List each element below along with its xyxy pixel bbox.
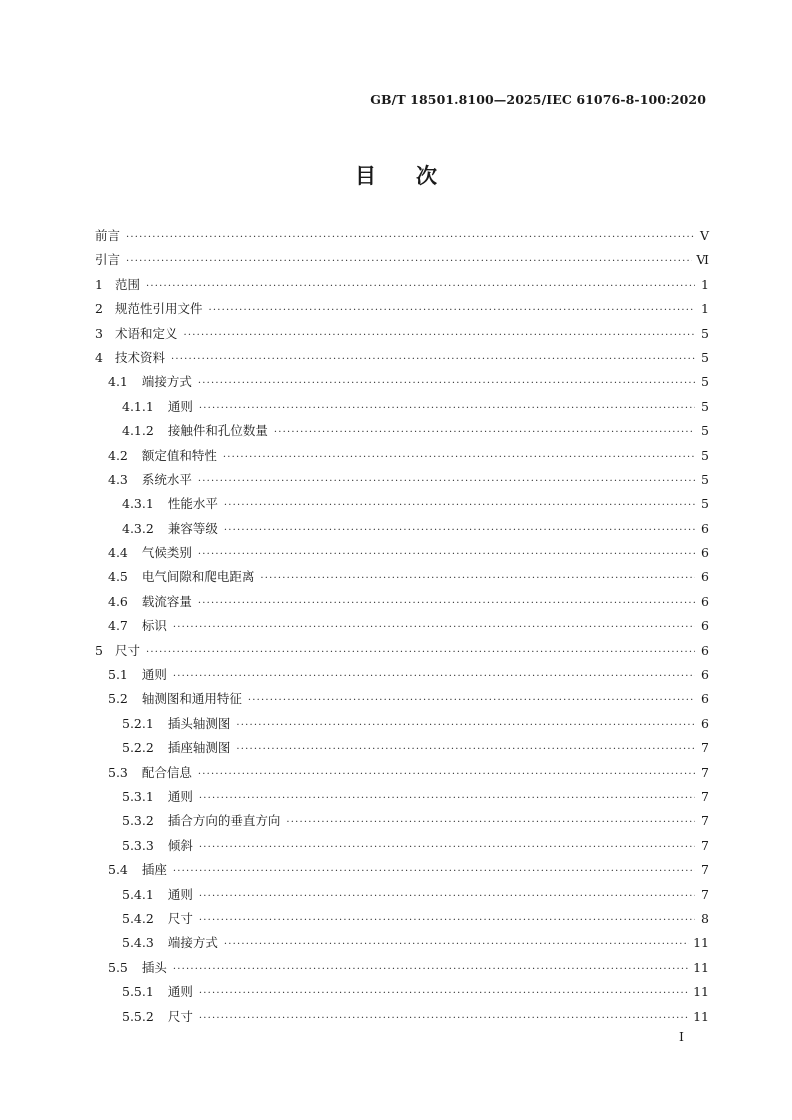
toc-entry[interactable] bbox=[95, 665, 709, 689]
toc-entry-number: 4 bbox=[95, 349, 103, 365]
toc-entry[interactable] bbox=[95, 836, 709, 860]
toc-entry-page: 6 bbox=[701, 545, 709, 561]
toc-entry-title: 插头轴测图 bbox=[167, 715, 231, 731]
toc-entry-title: 电气间隙和爬电距离 bbox=[141, 569, 255, 585]
toc-entry-number: 5.3.2 bbox=[122, 813, 154, 829]
toc-entry-title: 兼容等级 bbox=[167, 520, 218, 536]
toc-entry[interactable] bbox=[95, 543, 709, 567]
table-of-contents bbox=[95, 226, 709, 1031]
toc-leader-dots bbox=[198, 770, 695, 780]
toc-entry-page: 6 bbox=[701, 715, 709, 731]
page-number: Ⅰ bbox=[679, 1029, 684, 1044]
toc-entry-number: 5.5.1 bbox=[122, 984, 154, 1000]
toc-leader-dots bbox=[286, 818, 695, 828]
toc-entry-page: 5 bbox=[701, 349, 709, 365]
toc-leader-dots bbox=[173, 672, 695, 682]
toc-entry[interactable] bbox=[95, 397, 709, 421]
toc-entry-page: 11 bbox=[693, 935, 709, 951]
toc-entry-title: 通则 bbox=[167, 398, 193, 414]
toc-entry-title: 载流容量 bbox=[141, 593, 192, 609]
toc-leader-dots bbox=[198, 379, 695, 389]
page-title bbox=[0, 160, 792, 190]
toc-entry-number: 5.1 bbox=[108, 667, 128, 683]
toc-leader-dots bbox=[199, 404, 695, 414]
toc-leader-dots bbox=[199, 892, 695, 902]
toc-entry-number: 4.1.2 bbox=[122, 423, 154, 439]
toc-leader-dots bbox=[199, 989, 689, 999]
toc-entry-page: 7 bbox=[701, 740, 709, 756]
toc-leader-dots bbox=[146, 648, 695, 658]
toc-leader-dots bbox=[171, 355, 695, 365]
toc-entry-page: 7 bbox=[701, 862, 709, 878]
toc-entry[interactable] bbox=[95, 641, 709, 665]
toc-entry-number: 4.1.1 bbox=[122, 398, 154, 414]
toc-entry-page: 5 bbox=[701, 423, 709, 439]
toc-leader-dots bbox=[126, 257, 692, 267]
toc-entry[interactable] bbox=[95, 592, 709, 616]
toc-entry[interactable] bbox=[95, 909, 709, 933]
toc-entry-title: 端接方式 bbox=[167, 935, 218, 951]
toc-entry-number: 4.3.1 bbox=[122, 496, 154, 512]
toc-entry-page: 5 bbox=[701, 398, 709, 414]
toc-entry-number: 5.3 bbox=[108, 764, 128, 780]
toc-entry-title: 技术资料 bbox=[114, 349, 165, 365]
toc-leader-dots bbox=[183, 331, 695, 341]
toc-entry-page: 6 bbox=[701, 667, 709, 683]
toc-entry-page: 7 bbox=[701, 764, 709, 780]
toc-entry-number: 4.1 bbox=[108, 374, 128, 390]
toc-entry-title: 系统水平 bbox=[141, 471, 192, 487]
toc-entry-title: 尺寸 bbox=[167, 910, 193, 926]
toc-entry[interactable] bbox=[95, 348, 709, 372]
toc-entry-page: 11 bbox=[693, 984, 709, 1000]
toc-entry[interactable] bbox=[95, 860, 709, 884]
toc-leader-dots bbox=[199, 794, 695, 804]
toc-entry[interactable] bbox=[95, 372, 709, 396]
toc-entry-title: 倾斜 bbox=[167, 837, 193, 853]
toc-entry-page: 7 bbox=[701, 813, 709, 829]
toc-entry-title: 通则 bbox=[141, 667, 167, 683]
toc-leader-dots bbox=[208, 306, 695, 316]
toc-entry[interactable] bbox=[95, 226, 709, 250]
toc-entry[interactable] bbox=[95, 787, 709, 811]
toc-entry-title: 接触件和孔位数量 bbox=[167, 423, 268, 439]
toc-entry-title: 规范性引用文件 bbox=[114, 301, 203, 317]
toc-entry-page: 1 bbox=[701, 276, 709, 292]
toc-leader-dots bbox=[173, 623, 695, 633]
toc-entry[interactable] bbox=[95, 933, 709, 957]
toc-entry-title: 通则 bbox=[167, 886, 193, 902]
toc-entry[interactable] bbox=[95, 616, 709, 640]
toc-entry-title: 插合方向的垂直方向 bbox=[167, 813, 281, 829]
toc-leader-dots bbox=[198, 550, 695, 560]
toc-entry-page: 7 bbox=[701, 788, 709, 804]
toc-entry-number: 2 bbox=[95, 301, 103, 317]
toc-entry-title: 通则 bbox=[167, 984, 193, 1000]
toc-entry-number: 4.4 bbox=[108, 545, 128, 561]
toc-leader-dots bbox=[248, 696, 695, 706]
toc-entry-title: 轴测图和通用特征 bbox=[141, 691, 242, 707]
toc-entry[interactable] bbox=[95, 885, 709, 909]
toc-leader-dots bbox=[199, 843, 695, 853]
toc-entry-title: 尺寸 bbox=[114, 642, 140, 658]
toc-entry-title: 引言 bbox=[95, 252, 121, 268]
toc-entry[interactable] bbox=[95, 738, 709, 762]
toc-entry[interactable] bbox=[95, 494, 709, 518]
toc-entry-title: 端接方式 bbox=[141, 374, 192, 390]
toc-entry[interactable] bbox=[95, 519, 709, 543]
toc-entry-page: 6 bbox=[701, 569, 709, 585]
toc-leader-dots bbox=[173, 965, 689, 975]
toc-entry-number: 5.5 bbox=[108, 959, 128, 975]
toc-leader-dots bbox=[223, 453, 695, 463]
toc-entry-page: 5 bbox=[701, 471, 709, 487]
toc-leader-dots bbox=[199, 916, 695, 926]
toc-leader-dots bbox=[199, 1014, 689, 1024]
toc-entry[interactable] bbox=[95, 446, 709, 470]
toc-entry-page: 6 bbox=[701, 642, 709, 658]
title-right: 次 bbox=[416, 163, 437, 188]
toc-entry[interactable] bbox=[95, 714, 709, 738]
toc-entry[interactable] bbox=[95, 299, 709, 323]
toc-entry-number: 5.4 bbox=[108, 862, 128, 878]
toc-entry-page: 7 bbox=[701, 837, 709, 853]
toc-leader-dots bbox=[126, 233, 695, 243]
toc-entry-title: 标识 bbox=[141, 618, 167, 634]
standard-header: GB/T 18501.8100—2025/IEC 61076-8-100:2020 bbox=[370, 92, 706, 107]
toc-entry-page: 8 bbox=[701, 910, 709, 926]
toc-entry-page: 1 bbox=[701, 301, 709, 317]
toc-entry-page: Ⅵ bbox=[696, 252, 709, 268]
toc-leader-dots bbox=[146, 282, 695, 292]
toc-leader-dots bbox=[198, 477, 695, 487]
toc-entry-title: 配合信息 bbox=[141, 764, 192, 780]
toc-entry-page: 6 bbox=[701, 593, 709, 609]
toc-entry[interactable] bbox=[95, 470, 709, 494]
toc-entry-number: 4.3 bbox=[108, 471, 128, 487]
toc-leader-dots bbox=[224, 526, 695, 536]
toc-entry-number: 4.6 bbox=[108, 593, 128, 609]
toc-entry-title: 插座轴测图 bbox=[167, 740, 231, 756]
toc-entry-page: 6 bbox=[701, 618, 709, 634]
toc-entry-number: 5.4.3 bbox=[122, 935, 154, 951]
toc-entry-number: 5.5.2 bbox=[122, 1008, 154, 1024]
toc-leader-dots bbox=[236, 745, 695, 755]
toc-entry-number: 5.2.1 bbox=[122, 715, 154, 731]
toc-entry-title: 尺寸 bbox=[167, 1008, 193, 1024]
toc-entry-page: Ⅴ bbox=[699, 228, 709, 243]
toc-entry-page: 5 bbox=[701, 374, 709, 390]
toc-entry-page: 5 bbox=[701, 496, 709, 512]
toc-leader-dots bbox=[274, 428, 695, 438]
toc-entry-number: 4.7 bbox=[108, 618, 128, 634]
toc-entry-title: 性能水平 bbox=[167, 496, 218, 512]
toc-entry-number: 5.4.1 bbox=[122, 886, 154, 902]
toc-entry[interactable] bbox=[95, 763, 709, 787]
toc-entry-number: 4.3.2 bbox=[122, 520, 154, 536]
toc-entry-page: 6 bbox=[701, 691, 709, 707]
toc-entry[interactable] bbox=[95, 1007, 709, 1031]
toc-entry-number: 1 bbox=[95, 276, 103, 292]
toc-entry-number: 4.2 bbox=[108, 447, 128, 463]
toc-leader-dots bbox=[173, 867, 695, 877]
toc-entry-number: 5.3.1 bbox=[122, 788, 154, 804]
toc-leader-dots bbox=[236, 721, 695, 731]
toc-entry-number: 4.5 bbox=[108, 569, 128, 585]
toc-entry-title: 前言 bbox=[95, 228, 121, 243]
toc-entry-page: 6 bbox=[701, 520, 709, 536]
toc-entry-title: 插座 bbox=[141, 862, 167, 878]
toc-entry[interactable] bbox=[95, 324, 709, 348]
toc-entry-page: 7 bbox=[701, 886, 709, 902]
toc-leader-dots bbox=[224, 501, 695, 511]
toc-leader-dots bbox=[198, 599, 695, 609]
toc-entry-page: 11 bbox=[693, 959, 709, 975]
toc-entry-page: 5 bbox=[701, 325, 709, 341]
toc-entry-title: 通则 bbox=[167, 788, 193, 804]
toc-entry[interactable] bbox=[95, 958, 709, 982]
toc-entry-page: 11 bbox=[693, 1008, 709, 1024]
toc-entry[interactable] bbox=[95, 250, 709, 274]
toc-entry-title: 术语和定义 bbox=[114, 325, 178, 341]
toc-entry-number: 5 bbox=[95, 642, 103, 658]
toc-entry[interactable] bbox=[95, 421, 709, 445]
toc-entry-title: 气候类别 bbox=[141, 545, 192, 561]
toc-entry-number: 5.3.3 bbox=[122, 837, 154, 853]
toc-entry-page: 5 bbox=[701, 447, 709, 463]
toc-entry-number: 5.2.2 bbox=[122, 740, 154, 756]
toc-leader-dots bbox=[224, 940, 689, 950]
toc-entry-number: 3 bbox=[95, 325, 103, 341]
title-left: 目 bbox=[355, 163, 376, 188]
toc-entry-title: 插头 bbox=[141, 959, 167, 975]
toc-entry[interactable] bbox=[95, 275, 709, 299]
toc-entry[interactable] bbox=[95, 689, 709, 713]
toc-entry[interactable] bbox=[95, 811, 709, 835]
toc-entry[interactable] bbox=[95, 567, 709, 591]
toc-entry-number: 5.2 bbox=[108, 691, 128, 707]
toc-entry-title: 范围 bbox=[114, 276, 140, 292]
toc-leader-dots bbox=[260, 574, 695, 584]
toc-entry[interactable] bbox=[95, 982, 709, 1006]
toc-entry-number: 5.4.2 bbox=[122, 910, 154, 926]
toc-entry-title: 额定值和特性 bbox=[141, 447, 217, 463]
